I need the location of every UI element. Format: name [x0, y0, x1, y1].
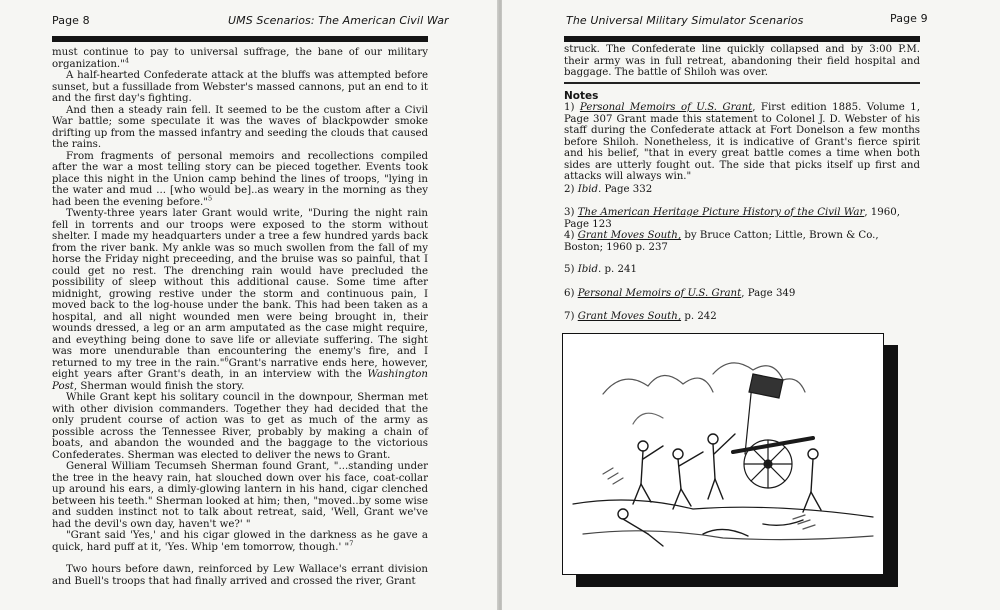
right-page: [502, 0, 1000, 610]
right-header-rule: [564, 36, 920, 42]
note-item: 2) Ibid. Page 332: [564, 184, 653, 195]
paragraph: A half-hearted Confederate attack at the bluffs was attempted before sunset, but a fussillade from Webster's massed cannons, put an end to it and the first day's fighting.: [52, 70, 428, 104]
illustration-frame: [562, 333, 884, 575]
note-item: 5) Ibid. p. 241: [564, 264, 637, 275]
notes-divider: [564, 82, 920, 84]
paragraph: And then a steady rain fell. It seemed to be the custom after a Civil War battle; some speculate it was the waves of blackpowder smoke drifting up from the massed infantry and seeding the clouds that caused the rains.: [52, 104, 428, 150]
right-page-number: Page 9: [890, 12, 928, 25]
notes-title: Notes: [564, 90, 599, 102]
paragraph: "Grant said 'Yes,' and his cigar glowed in the darkness as he gave a quick, hard puff at it, 'Yes. Whip 'em tomorrow, though.' "$^7$: [52, 530, 428, 553]
note-item: 1) Personal Memoirs of U.S. Grant, First edition 1885. Volume 1, Page 307 Grant made this statement to Colonel J. D. Webster of his staff during the Confederate attack at Fort Donelson a few months before Shiloh. Nonetheless, it is indicative of Grant's fierce spirit and his belief, "that in every great battle comes a time when both sides are utterly fought out. The side that picks itself up first and attacks will always win.": [564, 102, 920, 182]
note-item: 3) The American Heritage Picture History of the Civil War, 1960, Page 123: [564, 207, 900, 230]
right-running-title: The Universal Military Simulator Scenarios: [566, 14, 804, 27]
paragraph: General William Tecumseh Sherman found Grant, "...standing under the tree in the heavy rain, hat slouched down over his face, coat-collar up around his ears, a dimly-glowing lantern in his hand, cigar clenched between his teeth." Sherman looked at him; then, "moved..by some wise and sudden instinct not to talk about retreat, said, 'Well, Grant we've had the devil's own day, haven't we?' ": [52, 461, 428, 530]
left-page-number: Page 8: [52, 14, 90, 27]
left-header-rule: [52, 36, 428, 42]
note-item: 6) Personal Memoirs of U.S. Grant, Page 349: [564, 288, 796, 299]
left-running-title: UMS Scenarios: The American Civil War: [228, 14, 449, 27]
note-item: 4) Grant Moves South, by Bruce Catton; Little, Brown & Co., Boston; 1960 p. 237: [564, 230, 879, 253]
paragraph: While Grant kept his solitary council in the downpour, Sherman met with other division commanders. Together they had decided that the only prudent course of action was to get as much of the army as possible across the Tennessee River, probably by making a chain of boats, and abandon the wounded and the baggage to the victorious Confederates. Sherman was elected to deliver the news to Grant.: [52, 392, 428, 461]
paragraph: must continue to pay to universal suffrage, the bane of our military organization."$^4$: [52, 47, 428, 70]
paragraph: From fragments of personal memoirs and recollections compiled after the war a most telling story can be pieced together. Events took place this night in the Union camp behind the lines of troops, "lying in the water and mud ... [who would be]..as weary in the morning as they had been the evening before."$^5$: [52, 150, 428, 208]
paragraph: Twenty-three years later Grant would write, "During the night rain fell in torrents and our troops were exposed to the storm without shelter. I made my headquarters under a tree a few hundred yards back from the river bank. My ankle was so much swollen from the fall of my horse the Friday night preceeding, and the bruise was so painful, that I could get no rest. The drenching rain would have precluded the possibility of sleep without this additional cause. Some time after midnight, growing restive under the storm and continuous pain, I moved back to the log-house under the bank. This had been taken as a hospital, and all night wounded men were being brought in, their wounds dressed, a leg or an arm amputated as the case might require, and eveything being done to save life or alleviate suffering. The sight was more unendurable than encountering the enemy's fire, and I returned to my tree in the rain."$^6$Grant's narrative ends here, however, eight years after Grant's death, in an interview with the Washington Post, Sherman would finish the story.: [52, 208, 428, 392]
note-item: 7) Grant Moves South, p. 242: [564, 311, 717, 322]
battle-sketch-icon: [563, 334, 883, 574]
paragraph: Two hours before dawn, reinforced by Lew Wallace's errant division and Buell's troops that had finally arrived and crossed the river, Grant: [52, 564, 428, 587]
right-continuation: struck. The Confederate line quickly collapsed and by 3:00 P.M. their army was in full retreat, abandoning their field hospital and baggage. The battle of Shiloh was over.: [564, 44, 920, 78]
left-body: [52, 47, 428, 587]
